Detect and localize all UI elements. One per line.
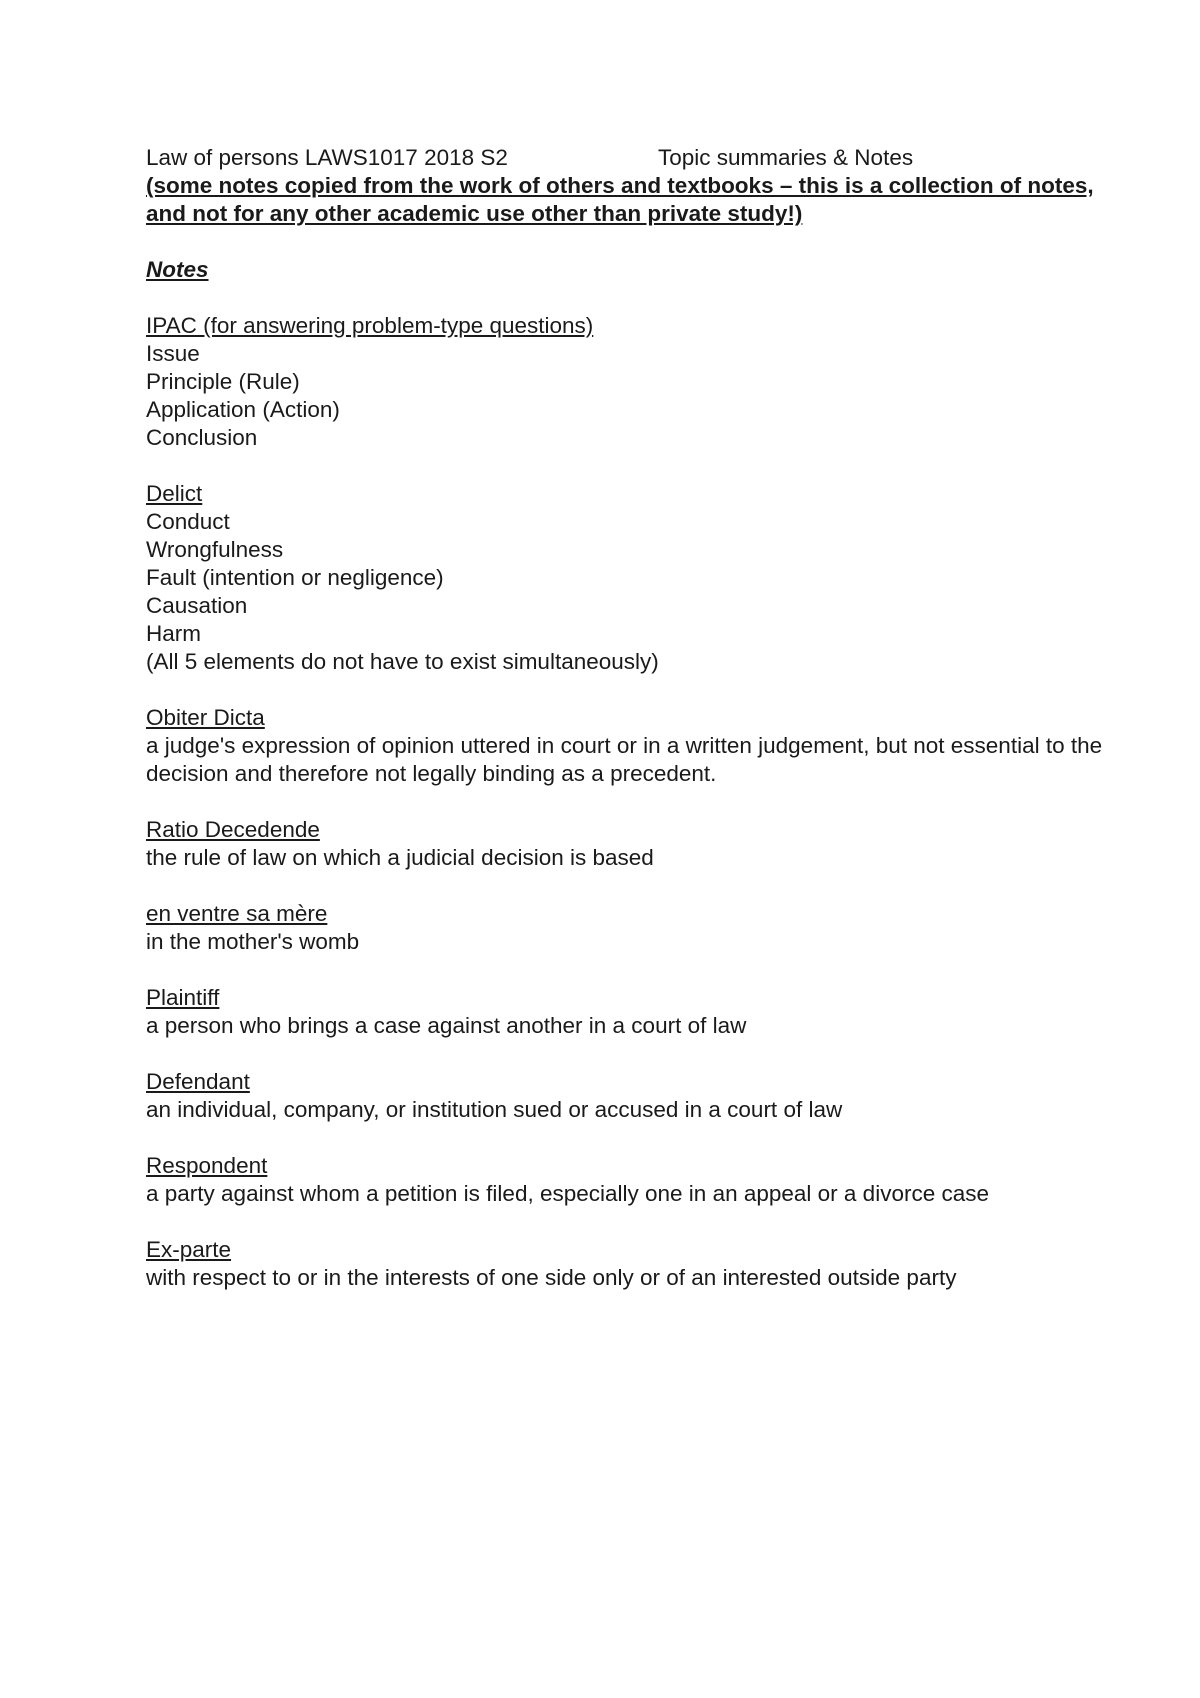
definition-term: Respondent <box>146 1153 268 1178</box>
definition-term: Ratio Decedende <box>146 817 320 842</box>
definition-term: Ex-parte <box>146 1237 232 1262</box>
ipac-item: Issue <box>146 341 200 366</box>
definition-defendant <box>146 1068 1106 1124</box>
disclaimer-note: (some notes copied from the work of others and textbooks – this is a collection of notes, and not for any other academic use other than private study!) <box>146 173 1094 226</box>
ipac-section <box>146 312 1106 452</box>
document-header <box>146 144 1106 172</box>
definition-text: a judge's expression of opinion uttered in court or in a written judgement, but not essential to the decision and therefore not legally binding as a precedent. <box>146 733 1103 786</box>
definition-text: in the mother's womb <box>146 929 360 954</box>
definition-term: Defendant <box>146 1069 250 1094</box>
definition-term: Obiter Dicta <box>146 705 265 730</box>
definition-text: an individual, company, or institution sued or accused in a court of law <box>146 1097 843 1122</box>
delict-item: Fault (intention or negligence) <box>146 565 444 590</box>
delict-section <box>146 480 1106 676</box>
document-content <box>146 144 1106 1292</box>
definition-text: a person who brings a case against another in a court of law <box>146 1013 747 1038</box>
delict-item: Wrongfulness <box>146 537 284 562</box>
ipac-item: Principle (Rule) <box>146 369 300 394</box>
notes-heading: Notes <box>146 257 209 282</box>
delict-heading: Delict <box>146 481 203 506</box>
definition-term: en ventre sa mère <box>146 901 328 926</box>
delict-item: Conduct <box>146 509 230 534</box>
definition-respondent <box>146 1152 1106 1208</box>
ipac-item: Application (Action) <box>146 397 340 422</box>
course-title: Law of persons LAWS1017 2018 S2 <box>146 145 508 170</box>
definition-plaintiff <box>146 984 1106 1040</box>
ipac-item: Conclusion <box>146 425 258 450</box>
definition-text: a party against whom a petition is filed, especially one in an appeal or a divorce case <box>146 1181 989 1206</box>
definition-obiter-dicta <box>146 704 1106 788</box>
delict-item: Harm <box>146 621 201 646</box>
definition-term: Plaintiff <box>146 985 220 1010</box>
ipac-heading: IPAC (for answering problem-type questions) <box>146 313 594 338</box>
definition-text: with respect to or in the interests of one side only or of an interested outside party <box>146 1265 957 1290</box>
definition-text: the rule of law on which a judicial decision is based <box>146 845 654 870</box>
delict-note: (All 5 elements do not have to exist simultaneously) <box>146 649 659 674</box>
definition-ex-parte <box>146 1236 1106 1292</box>
definition-en-ventre-sa-mere <box>146 900 1106 956</box>
document-subtitle: Topic summaries & Notes <box>658 145 914 170</box>
definition-ratio-decedende <box>146 816 1106 872</box>
delict-item: Causation <box>146 593 248 618</box>
